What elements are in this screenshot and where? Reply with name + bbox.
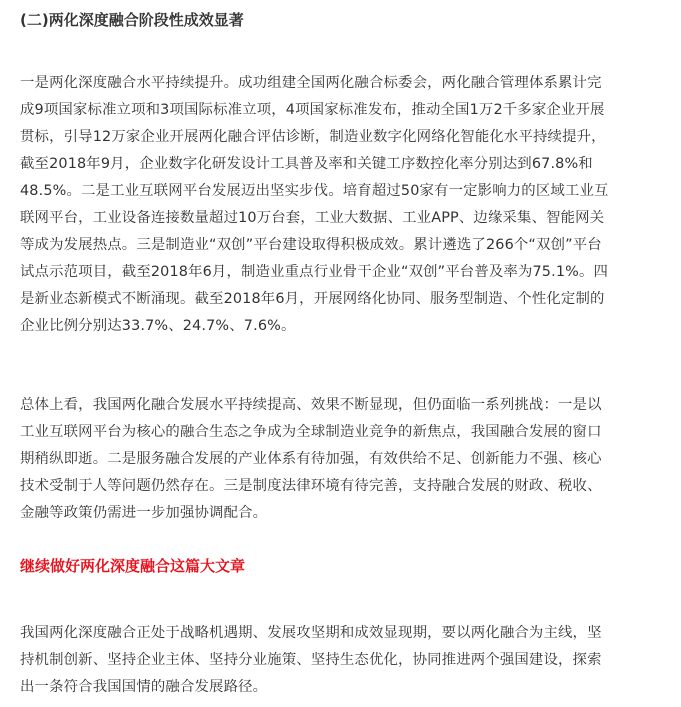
text-line: 是新业态新模式不断涌现。截至2018年6月，开展网络化协同、服务型制造、个性化定制的 (20, 291, 605, 307)
text-line: 工业互联网平台为核心的融合生态之争成为全球制造业竞争的新焦点，我国融合发展的窗口 (20, 424, 602, 440)
section-heading-achievements: (二)两化深度融合阶段性成效显著 (20, 11, 244, 29)
text-line: 等成为发展热点。三是制造业“双创”平台建设取得积极成效。累计遴选了266个“双创”平台 (20, 237, 602, 253)
text-line: 联网平台，工业设备连接数量超过10万台套，工业大数据、工业APP、边缘采集、智能网关 (20, 210, 605, 226)
text-line: 48.5%。二是工业互联网平台发展迈出坚实步伐。培育超过50家有一定影响力的区域工业互 (20, 183, 609, 199)
text-line: 总体上看，我国两化融合发展水平持续提高、效果不断显现，但仍面临一系列挑战：一是以 (20, 397, 602, 413)
section-heading-continue: 继续做好两化深度融合这篇大文章 (20, 557, 246, 575)
text-line: 期稍纵即逝。二是服务融合发展的产业体系有待加强，有效供给不足、创新能力不强、核心 (20, 451, 602, 467)
text-line: 持机制创新、坚持企业主体、坚持分业施策、坚持生态优化，协同推进两个强国建设，探索 (20, 652, 602, 668)
text-line: 企业比例分别达33.7%、24.7%、7.6%。 (20, 318, 296, 334)
text-line: 金融等政策仍需进一步加强协调配合。 (20, 505, 268, 521)
paragraph-strategy (20, 620, 668, 701)
text-line: 截至2018年9月，企业数字化研发设计工具普及率和关键工序数控化率分别达到67.8%和 (20, 156, 593, 172)
text-line: 出一条符合我国国情的融合发展路径。 (20, 679, 268, 695)
text-line: 成9项国家标准立项和3项国际标准立项，4项国家标准发布，推动全国1万2千多家企业开展 (20, 102, 605, 118)
text-line: 我国两化深度融合正处于战略机遇期、发展攻坚期和成效显现期，要以两化融合为主线，坚 (20, 625, 602, 641)
paragraph-achievements (20, 70, 668, 340)
text-line: 贯标，引导12万家企业开展两化融合评估诊断，制造业数字化网络化智能化水平持续提升， (20, 129, 606, 145)
text-line: 技术受制于人等问题仍然存在。三是制度法律环境有待完善，支持融合发展的财政、税收、 (20, 478, 602, 494)
text-line: 试点示范项目，截至2018年6月，制造业重点行业骨干企业“双创”平台普及率为75.1%。四 (20, 264, 609, 280)
paragraph-challenges (20, 392, 668, 527)
text-line: 一是两化深度融合水平持续提升。成功组建全国两化融合标委会，两化融合管理体系累计完 (20, 75, 602, 91)
